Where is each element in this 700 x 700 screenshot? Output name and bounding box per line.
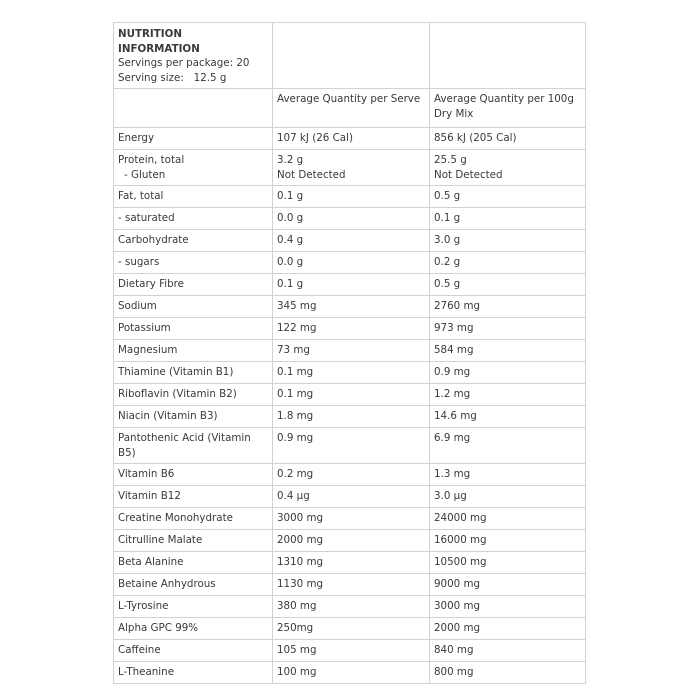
per-100g-value-text: 9000 mg: [434, 578, 481, 590]
table-header-row: [114, 23, 586, 89]
title-line1: NUTRITION: [118, 28, 182, 40]
nutrient-name-text: Fat, total: [118, 190, 164, 202]
nutrient-name-text: L-Theanine: [118, 666, 175, 678]
per-serve-value: [273, 384, 430, 406]
per-serve-value-text: 3.2 g: [277, 154, 304, 166]
column-header-per-100g: Average Quantity per 100g Dry Mix: [430, 89, 586, 128]
table-row: [114, 574, 586, 596]
per-serve-value: [273, 530, 430, 552]
table-row: [114, 464, 586, 486]
table-row: [114, 508, 586, 530]
per-100g-value-text: 3000 mg: [434, 600, 481, 612]
per-100g-value-text: 3.0 µg: [434, 490, 467, 502]
nutrient-name: [114, 618, 273, 640]
per-serve-value: [273, 406, 430, 428]
per-serve-value: [273, 150, 430, 186]
per-100g-value-text: 25.5 g: [434, 154, 467, 166]
per-100g-value: [430, 640, 586, 662]
table-row: [114, 150, 586, 186]
per-serve-value: [273, 340, 430, 362]
nutrient-name-text: Sodium: [118, 300, 157, 312]
table-row: [114, 274, 586, 296]
nutrient-name-text: Magnesium: [118, 344, 178, 356]
per-100g-value: [430, 552, 586, 574]
per-100g-value: [430, 150, 586, 186]
per-serve-value-text: 100 mg: [277, 666, 317, 678]
table-row: [114, 486, 586, 508]
column-header-per-serve: Average Quantity per Serve: [273, 89, 430, 128]
per-serve-value-text: 122 mg: [277, 322, 317, 334]
nutrient-name: [114, 384, 273, 406]
table-row: [114, 552, 586, 574]
per-100g-value-text: 2760 mg: [434, 300, 481, 312]
nutrient-name: [114, 662, 273, 684]
per-100g-value: [430, 574, 586, 596]
per-100g-value: [430, 230, 586, 252]
per-100g-value-text: 973 mg: [434, 322, 474, 334]
per-100g-value-text: 24000 mg: [434, 512, 487, 524]
per-serve-value-text: 107 kJ (26 Cal): [277, 132, 353, 144]
per-100g-value: [430, 128, 586, 150]
per-serve-value: [273, 662, 430, 684]
per-serve-value: [273, 208, 430, 230]
table-row: [114, 340, 586, 362]
per-serve-value-text: 250mg: [277, 622, 314, 634]
nutrient-name-text: Citrulline Malate: [118, 534, 203, 546]
empty-cell: [273, 23, 430, 89]
nutrient-name-text: L-Tyrosine: [118, 600, 169, 612]
per-100g-value: [430, 596, 586, 618]
per-serve-value-text: 1.8 mg: [277, 410, 314, 422]
table-row: [114, 230, 586, 252]
per-100g-value-text: 1.2 mg: [434, 388, 471, 400]
per-serve-value-text: 0.4 µg: [277, 490, 310, 502]
nutrient-name: [114, 252, 273, 274]
nutrient-name: [114, 150, 273, 186]
nutrient-name: [114, 486, 273, 508]
per-100g-value: [430, 208, 586, 230]
per-100g-value-text: 0.2 g: [434, 256, 461, 268]
nutrition-table: [113, 22, 586, 684]
per-100g-value: [430, 406, 586, 428]
nutrient-name: [114, 640, 273, 662]
table-row: [114, 318, 586, 340]
per-100g-value-text: 2000 mg: [434, 622, 481, 634]
per-100g-value: [430, 486, 586, 508]
nutrient-name: [114, 318, 273, 340]
per-serve-value-text: 3000 mg: [277, 512, 324, 524]
per-serve-value-text: 0.0 g: [277, 256, 304, 268]
table-row: [114, 530, 586, 552]
per-100g-value-text: 3.0 g: [434, 234, 461, 246]
nutrient-name: [114, 406, 273, 428]
nutrient-name: [114, 274, 273, 296]
per-100g-value-text: 584 mg: [434, 344, 474, 356]
per-100g-value: [430, 618, 586, 640]
column-header-row: [114, 89, 586, 128]
per-100g-value-text: 10500 mg: [434, 556, 487, 568]
nutrient-name-text: Pantothenic Acid (Vitamin B5): [118, 432, 251, 459]
per-serve-value-text: 73 mg: [277, 344, 310, 356]
nutrient-name-text: Protein, total: [118, 154, 185, 166]
table-row: [114, 384, 586, 406]
nutrient-name: [114, 128, 273, 150]
column-header: [114, 89, 273, 128]
per-serve-value-text: 380 mg: [277, 600, 317, 612]
per-100g-value: [430, 340, 586, 362]
empty-cell: [430, 23, 586, 89]
nutrient-name: [114, 552, 273, 574]
per-serve-value: [273, 186, 430, 208]
per-serve-value-text: 105 mg: [277, 644, 317, 656]
nutrient-name-text: Dietary Fibre: [118, 278, 184, 290]
per-serve-value: [273, 128, 430, 150]
per-100g-value-text: Not Detected: [434, 168, 503, 181]
nutrient-name: [114, 230, 273, 252]
nutrient-name: [114, 340, 273, 362]
nutrition-info-cell: [114, 23, 273, 89]
table-row: [114, 296, 586, 318]
nutrient-name-text: Riboflavin (Vitamin B2): [118, 388, 237, 400]
per-serve-value-text: Not Detected: [277, 168, 346, 181]
per-100g-value-text: 800 mg: [434, 666, 474, 678]
per-serve-value: [273, 552, 430, 574]
per-serve-value-text: 0.1 mg: [277, 366, 314, 378]
per-serve-value: [273, 464, 430, 486]
per-100g-value-text: 14.6 mg: [434, 410, 477, 422]
nutrient-name-text: Betaine Anhydrous: [118, 578, 216, 590]
per-100g-value: [430, 186, 586, 208]
per-100g-value-text: 16000 mg: [434, 534, 487, 546]
nutrient-name: [114, 574, 273, 596]
per-100g-value: [430, 296, 586, 318]
per-100g-value-text: 840 mg: [434, 644, 474, 656]
nutrient-name-text: Energy: [118, 132, 155, 144]
per-100g-value: [430, 384, 586, 406]
per-serve-value: [273, 318, 430, 340]
table-row: [114, 128, 586, 150]
table-row: [114, 596, 586, 618]
per-100g-value-text: 856 kJ (205 Cal): [434, 132, 517, 144]
per-100g-value: [430, 362, 586, 384]
table-row: [114, 640, 586, 662]
per-serve-value: [273, 618, 430, 640]
nutrient-name: [114, 428, 273, 464]
per-serve-value: [273, 574, 430, 596]
per-serve-value: [273, 274, 430, 296]
nutrient-name: [114, 296, 273, 318]
per-100g-value-text: 6.9 mg: [434, 432, 471, 444]
per-100g-value-text: 1.3 mg: [434, 468, 471, 480]
nutrient-name-text: - saturated: [118, 212, 175, 224]
table-row: [114, 662, 586, 684]
per-serve-value-text: 0.4 g: [277, 234, 304, 246]
table-row: [114, 252, 586, 274]
nutrient-name-text: Creatine Monohydrate: [118, 512, 233, 524]
table-row: [114, 618, 586, 640]
nutrient-name: [114, 208, 273, 230]
per-serve-value-text: 0.1 g: [277, 278, 304, 290]
nutrient-name-text: Niacin (Vitamin B3): [118, 410, 218, 422]
nutrient-name-text: Carbohydrate: [118, 234, 189, 246]
per-100g-value: [430, 662, 586, 684]
nutrient-name-text: Beta Alanine: [118, 556, 184, 568]
per-serve-value: [273, 362, 430, 384]
per-100g-value: [430, 318, 586, 340]
per-serve-value-text: 0.2 mg: [277, 468, 314, 480]
title-line2: INFORMATION: [118, 42, 200, 55]
per-serve-value-text: 0.1 mg: [277, 388, 314, 400]
per-serve-value: [273, 428, 430, 464]
nutrient-name-text: Thiamine (Vitamin B1): [118, 366, 234, 378]
table-row: [114, 208, 586, 230]
nutrient-name: [114, 530, 273, 552]
per-100g-value-text: 0.5 g: [434, 190, 461, 202]
per-100g-value-text: 0.5 g: [434, 278, 461, 290]
per-serve-value-text: 2000 mg: [277, 534, 324, 546]
nutrient-name: [114, 508, 273, 530]
nutrient-name: [114, 596, 273, 618]
per-100g-value: [430, 428, 586, 464]
nutrient-name: [114, 464, 273, 486]
per-serve-value: [273, 486, 430, 508]
per-serve-value-text: 0.9 mg: [277, 432, 314, 444]
per-serve-value: [273, 508, 430, 530]
per-serve-value-text: 1310 mg: [277, 556, 324, 568]
nutrient-name: [114, 186, 273, 208]
nutrient-name-text: Potassium: [118, 322, 171, 334]
nutrient-name-text: - Gluten: [124, 168, 166, 181]
nutrient-name-text: Caffeine: [118, 644, 161, 656]
per-100g-value: [430, 252, 586, 274]
table-row: [114, 428, 586, 464]
per-100g-value: [430, 530, 586, 552]
per-serve-value: [273, 252, 430, 274]
nutrient-name-text: Alpha GPC 99%: [118, 622, 199, 634]
per-100g-value: [430, 274, 586, 296]
per-serve-value-text: 0.1 g: [277, 190, 304, 202]
per-serve-value-text: 345 mg: [277, 300, 317, 312]
per-serve-value-text: 0.0 g: [277, 212, 304, 224]
per-serve-value: [273, 596, 430, 618]
per-100g-value-text: 0.1 g: [434, 212, 461, 224]
per-100g-value: [430, 508, 586, 530]
per-100g-value-text: 0.9 mg: [434, 366, 471, 378]
servings-per-package: Servings per package: 20: [118, 57, 250, 69]
nutrient-name: [114, 362, 273, 384]
per-serve-value: [273, 230, 430, 252]
nutrient-name-text: - sugars: [118, 256, 160, 268]
per-serve-value-text: 1130 mg: [277, 578, 324, 590]
nutrient-name-text: Vitamin B12: [118, 490, 181, 502]
table-row: [114, 406, 586, 428]
table-row: [114, 186, 586, 208]
table-row: [114, 362, 586, 384]
per-100g-value: [430, 464, 586, 486]
per-serve-value: [273, 640, 430, 662]
per-serve-value: [273, 296, 430, 318]
serving-size: Serving size: 12.5 g: [118, 71, 227, 84]
nutrient-name-text: Vitamin B6: [118, 468, 175, 480]
